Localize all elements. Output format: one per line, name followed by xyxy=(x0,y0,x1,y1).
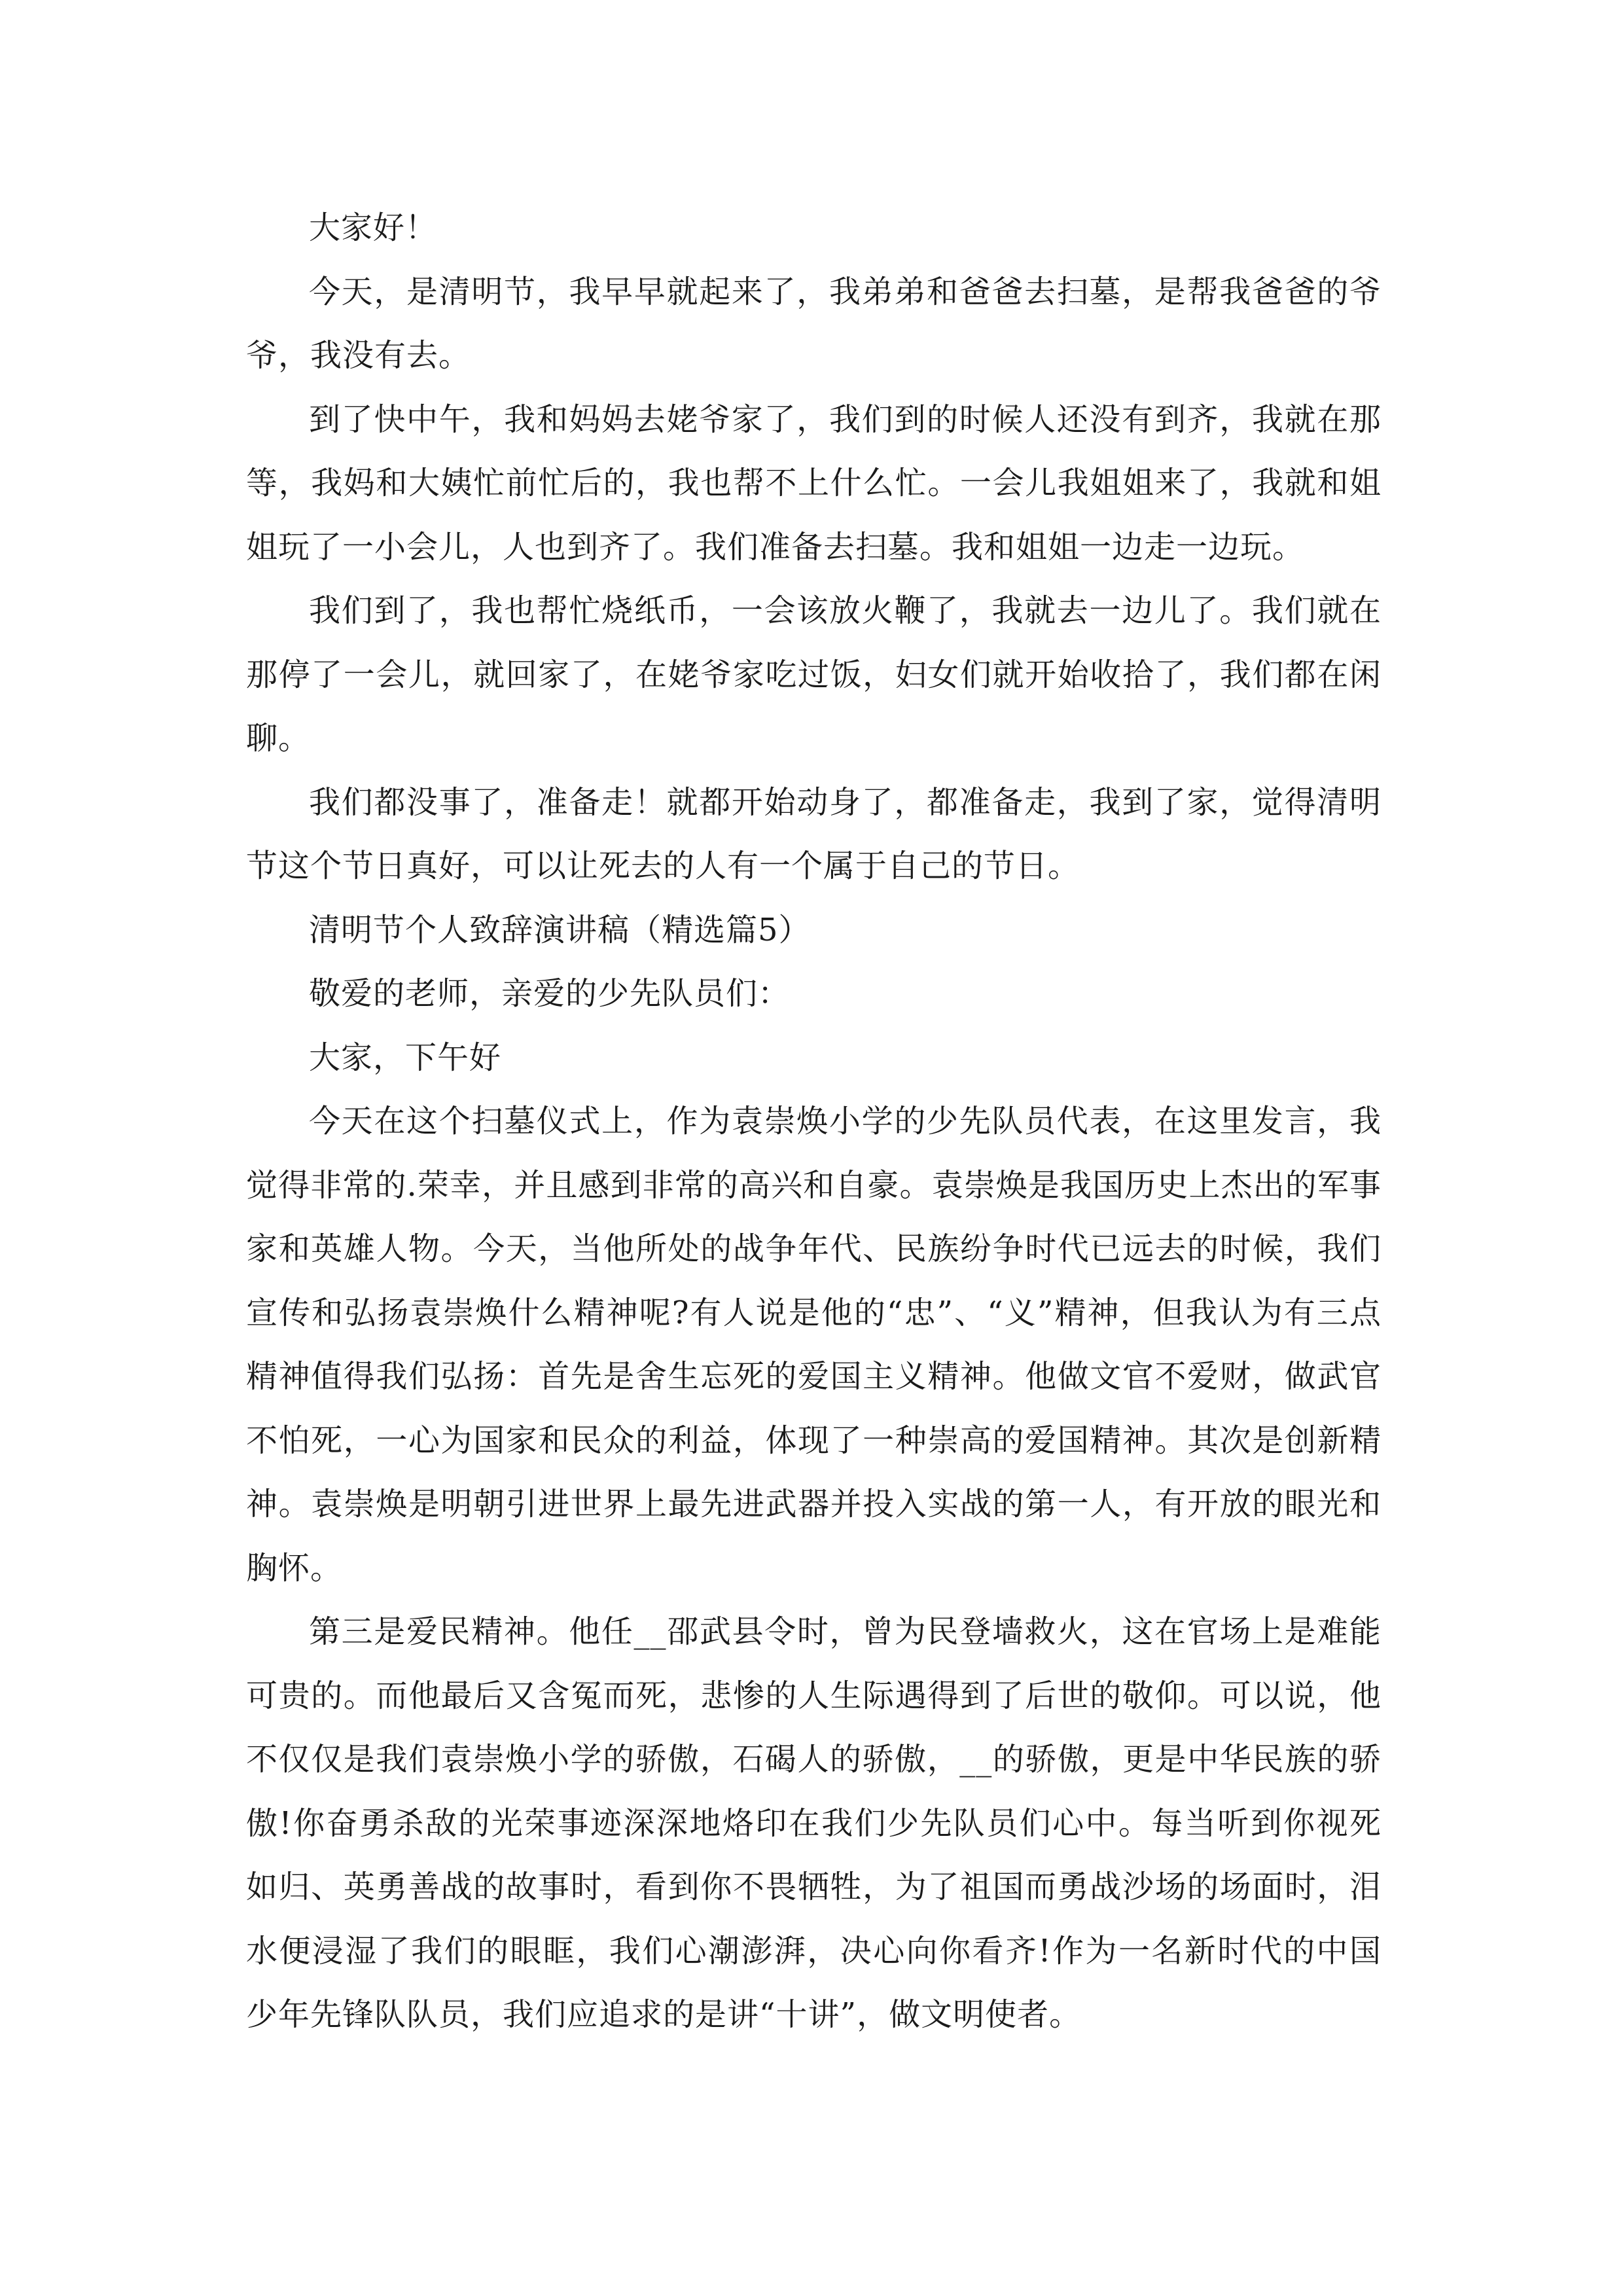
salutation: 敬爱的老师，亲爱的少先队员们： xyxy=(309,975,791,1012)
paragraph: 我们都没事了，准备走！就都开始动身了，都准备走，我到了家，觉得清明节这个节日真好，可以让死去的人有一个属于自己的节日。 xyxy=(246,783,1382,884)
paragraph: 我们到了，我也帮忙烧纸币，一会该放火鞭了，我就去一边儿了。我们就在那停了一会儿，就回家了，在姥爷家吃过饭，妇女们就开始收拾了，我们都在闲聊。 xyxy=(246,592,1382,757)
document-body xyxy=(246,196,1382,2047)
paragraph: 今天在这个扫墓仪式上，作为袁崇焕小学的少先队员代表，在这里发言，我觉得非常的.荣幸，并且感到非常的高兴和自豪。袁崇焕是我国历史上杰出的军事家和英雄人物。今天，当他所处的战争年代、民族纷争时代已远去的时候，我们宣传和弘扬袁崇焕什么精神呢?有人说是他的“忠”、“义”精神，但我认为有三点精神值得我们弘扬：首先是舍生忘死的爱国主义精神。他做文官不爱财，做武官不怕死，一心为国家和民众的利益，体现了一种崇高的爱国精神。其次是创新精神。袁崇焕是明朝引进世界上最先进武器并投入实战的第一人，有开放的眼光和胸怀。 xyxy=(246,1103,1382,1587)
paragraph-greeting: 大家好！ xyxy=(309,209,438,246)
paragraph: 第三是爱民精神。他任__邵武县令时，曾为民登墙救火，这在官场上是难能可贵的。而他最后又含冤而死，悲惨的人生际遇得到了后世的敬仰。可以说，他不仅仅是我们袁崇焕小学的骄傲，石碣人的骄傲，__的骄傲，更是中华民族的骄傲!你奋勇杀敌的光荣事迹深深地烙印在我们少先队员们心中。每当听到你视死如归、英勇善战的故事时，看到你不畏牺牲，为了祖国而勇战沙场的场面时，泪水便浸湿了我们的眼眶，我们心潮澎湃，决心向你看齐!作为一名新时代的中国少年先锋队队员，我们应追求的是讲“十讲”，做文明使者。 xyxy=(246,1613,1382,2033)
paragraph-greeting: 大家，下午好 xyxy=(309,1039,502,1076)
paragraph: 到了快中午，我和妈妈去姥爷家了，我们到的时候人还没有到齐，我就在那等，我妈和大姨忙前忙后的，我也帮不上什么忙。一会儿我姐姐来了，我就和姐姐玩了一小会儿，人也到齐了。我们准备去扫墓。我和姐姐一边走一边玩。 xyxy=(246,401,1382,565)
paragraph: 今天，是清明节，我早早就起来了，我弟弟和爸爸去扫墓，是帮我爸爸的爷爷，我没有去。 xyxy=(246,273,1382,374)
section-title: 清明节个人致辞演讲稿（精选篇5） xyxy=(309,911,811,948)
